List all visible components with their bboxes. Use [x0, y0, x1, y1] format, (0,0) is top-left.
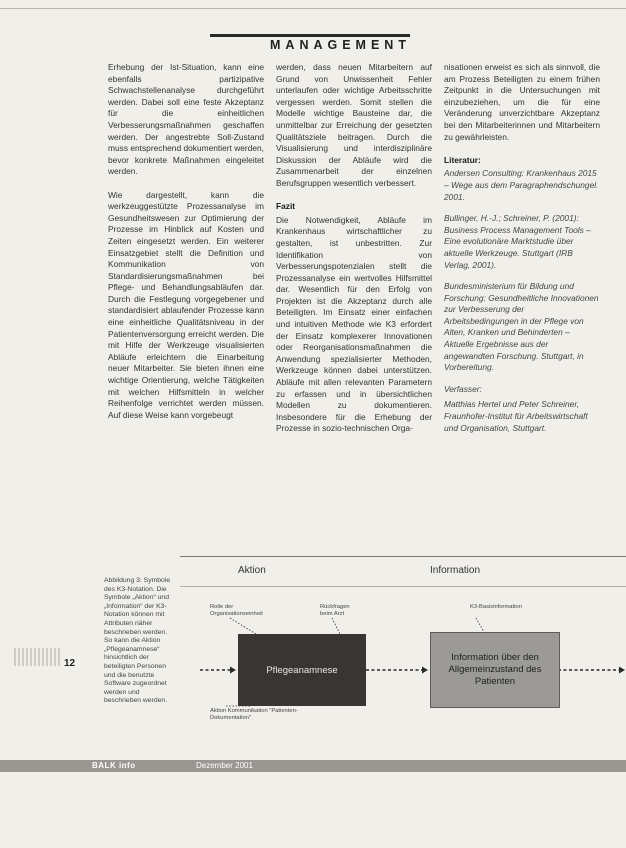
fazit-heading: Fazit — [276, 201, 296, 212]
action-section-title: Aktion — [238, 565, 266, 576]
col2-paragraph-2: Die Notwendigkeit, Abläufe im Krankenhaus wirtschaftlicher zu gestalten, ist unbestritten. Zur Identifikation von Verbesserungspotenzialen stellt die Prozessanalyse ein wertvolles Hilfsmittel dar. Wesentlich für den Erfolg von Projekten ist die Akzeptanz durch alle Beteiligten. Im Einsatz einer einfachen und intuitiven Methode wie K3 erfordert der Einsatz komplexerer Innovationen oder Reorganisationsmaßnahmen die Anwendung spezialisierter Methoden, Werkzeuge können dabei unterstützen. Abläufe mit allen relevanten Parametern zu erfassen und in übersichtlichen Modellen zu dokumentieren. Insbesondere für die Erhebung der Prozesse in sozio-technischen Orga- — [276, 214, 432, 434]
column-1 — [108, 62, 264, 433]
figure-caption: Abbildung 3: Symbole des K3-Notation. Die Symbole „Aktion“ und „Information“ der K3-Notation können mit Attributen näher beschrieben werden. So kann die Aktion „Pflegeanamnese“ hinsichtlich der beteiligten Personen und die benutzte Software zugeordnet werden und beschrieben werden. — [104, 577, 171, 705]
top-rule — [0, 8, 626, 9]
col3-paragraph-1: nisationen erweist es sich als sinnvoll, die am Prozess Beteiligten zu einem frühen Zeitpunkt in die Untersuchungen mit einzubeziehen, um die für eine Veränderung unverzichtbare Akzeptanz bei den Mitarbeiterinnen und Mitarbeitern zu gewährleisten. — [444, 62, 600, 142]
arrow-head — [422, 667, 428, 674]
k3-diagram — [180, 556, 626, 746]
authors: Matthias Hertel und Peter Schreiner, Fraunhofer-Institut für Arbeitswirtschaft und Organisation, Stuttgart. — [444, 399, 588, 433]
arrow-head — [619, 667, 625, 674]
page-number: 12 — [64, 658, 76, 669]
header-bar — [210, 34, 410, 37]
action-attribute-label: Aktion Kommunikation "Patienten-Dokumentation" — [210, 708, 298, 721]
column-3 — [444, 62, 600, 434]
section-header: MANAGEMENT — [270, 38, 411, 52]
attribute-connector — [476, 618, 484, 632]
information-box: Information über den Allgemeinzustand des Patienten — [430, 632, 560, 708]
col1-paragraph-2: Wie dargestellt, kann die werkzeuggestützte Prozessanalyse im Gesundheitswesen zur Optimierung der Prozesse im Hinblick auf Kosten und Zeiten eingesetzt werden. Ein weiterer Einsatzgebiet stellt die Definition und Kommunikation von Standardisierungsmaßnahmen bei Pflege- und Behandlungsabläufen dar. Durch die Festlegung vorgegebener und standardisiert ablaufender Prozesse kann eine einheitliche Qualitätsniveau in der Patientenversorgung erreicht werden. Die mit Hilfe der Werkzeuge visualisierten Abläufe erleichtern die Einarbeitung neuer Mitarbeiter. Sie bieten ihnen eine wichtige Orientierung, welche Tätigkeiten mit welchen Hilfsmitteln in welcher Reihenfolge verrichtet werden müssen. Auf diese Weise kann vorgebeugt — [108, 189, 264, 420]
information-attribute-label: K3-Basisinformation — [470, 604, 522, 610]
footer-brand — [92, 761, 136, 770]
action-attribute-label: Rückfragen beim Arzt — [320, 604, 350, 617]
literature-item: Andersen Consulting: Krankenhaus 2015 – Wege aus dem Paragraphendschungel. 2001. — [444, 168, 599, 202]
col2-paragraph-1: werden, dass neuen Mitarbeitern auf Grund von Unwissenheit Fehler unterlaufen oder wichtige Arbeitsschritte vergessen werden. Somit stellen die Modelle wichtige Bausteine dar, die unmittelbar zur Erreichung der gesetzten Qualitätsziele beitragen. Durch die Visualisierung und interdisziplinäre Diskussion der Abläufe wird die Zusammenarbeit der einzelnen Berufsgruppen wesentlich verbessert. — [276, 62, 432, 188]
brand-label: BALK info — [92, 761, 136, 770]
authors-label: Verfasser: — [444, 383, 482, 394]
attribute-connector — [230, 618, 256, 634]
literature-item: Bundesministerium für Bildung und Forschung: Gesundheitliche Innovationen zur Verbesserung der Arbeitsbedingungen in der Pflege von Alten, Kranken und Behinderten – Aktuelle Ergebnisse aus der angewandten Forschung. Stuttgart, in Vorbereitung. — [444, 281, 599, 373]
literature-item: Bullinger, H.-J.; Schreiner, P. (2001): Business Process Management Tools – Eine evolutionäre Marktstudie über aktuelle Werkzeuge. Stuttgart (IRB Verlag, 2001). — [444, 213, 591, 270]
attribute-connector — [332, 618, 340, 634]
arrow-head — [230, 667, 236, 674]
column-2 — [276, 62, 432, 447]
footer-date: Dezember 2001 — [196, 761, 253, 770]
col1-paragraph-1: Erhebung der Ist-Situation, kann eine ebenfalls partizipative Schwachstellenanalyse durchgeführt werden. Dabei soll eine feste Akzeptanz für die einheitlichen Verbesserungsmaßnahmen geschaffen werden. Der angestrebte Soll-Zustand muss entsprechend dokumentiert werden, bevor konkrete Maßnahmen eingeleitet werden. — [108, 62, 264, 177]
margin-marks — [14, 648, 62, 666]
information-section-title: Information — [430, 565, 481, 576]
action-attribute-label: Rolle der Organisationseinheit — [210, 604, 263, 617]
action-box: Pflegeanamnese — [238, 634, 366, 706]
literature-heading: Literatur: — [444, 154, 481, 165]
